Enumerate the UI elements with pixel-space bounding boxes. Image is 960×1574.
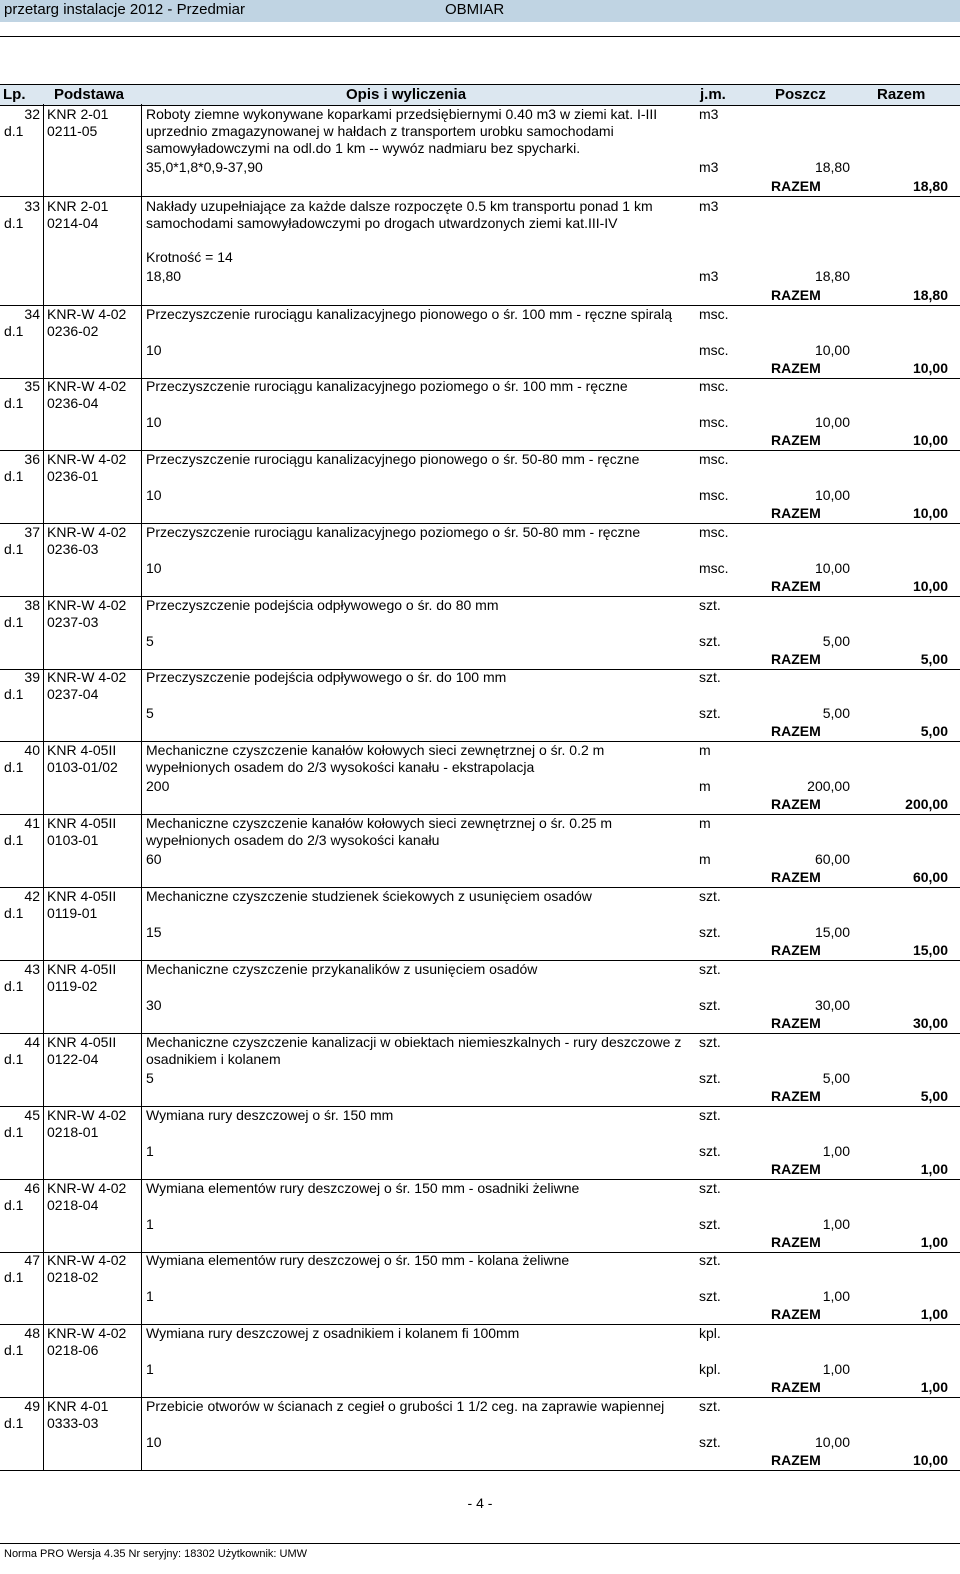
row-code2: 0236-03: [47, 541, 99, 557]
row-lp: 37: [24, 524, 40, 540]
row-code2: 0103-01/02: [47, 759, 118, 775]
row-poszcz: 5,00: [822, 1070, 850, 1086]
row-calc-unit: msc.: [699, 487, 729, 503]
row-calc: 30: [146, 997, 162, 1013]
row-unit: szt.: [699, 888, 721, 904]
row-code2: 0119-01: [47, 905, 98, 921]
row-calc: 5: [146, 633, 154, 649]
row-code2: 0214-04: [47, 215, 99, 231]
row-lp: 44: [24, 1034, 40, 1050]
row-poszcz: 5,00: [822, 633, 850, 649]
row-sub: d.1: [4, 1342, 24, 1358]
row-unit: m: [699, 742, 711, 758]
row-description: Przebicie otworów w ścianach z cegieł o grubości 1 1/2 ceg. na zaprawie wapiennej: [146, 1398, 665, 1414]
row-razem-value: 5,00: [920, 1088, 948, 1104]
row-poszcz: 60,00: [814, 851, 850, 867]
row-razem-label: RAZEM: [771, 1452, 821, 1468]
row-calc-unit: szt.: [699, 1434, 721, 1450]
row-lp: 33: [24, 198, 40, 214]
row-calc: 60: [146, 851, 162, 867]
row-calc-unit: szt.: [699, 1143, 721, 1159]
row-calc: 1: [146, 1216, 154, 1232]
row-description: Wymiana rury deszczowej o śr. 150 mm: [146, 1107, 394, 1123]
document-title: przetarg instalacje 2012 - Przedmiar: [4, 1, 245, 18]
row-poszcz: 10,00: [814, 1434, 850, 1450]
row-poszcz: 15,00: [814, 924, 850, 940]
row-unit: szt.: [699, 1252, 721, 1268]
row-code2: 0236-02: [47, 323, 99, 339]
row-description: Mechaniczne czyszczenie studzienek ściekowych z usunięciem osadów: [146, 888, 592, 904]
row-sub: d.1: [4, 686, 24, 702]
row-sub: d.1: [4, 614, 24, 630]
row-calc-unit: szt.: [699, 1216, 721, 1232]
row-razem-label: RAZEM: [771, 432, 821, 448]
row-poszcz: 18,80: [814, 268, 850, 284]
row-calc: 1: [146, 1143, 154, 1159]
row-lp: 36: [24, 451, 40, 467]
row-unit: kpl.: [699, 1325, 721, 1341]
row-code1: KNR-W 4-02: [47, 669, 127, 685]
footer-info: Norma PRO Wersja 4.35 Nr seryjny: 18302 Użytkownik: UMW: [4, 1548, 307, 1560]
row-razem-label: RAZEM: [771, 1306, 821, 1322]
row-unit: szt.: [699, 1180, 721, 1196]
row-lp: 47: [24, 1252, 40, 1268]
row-razem-value: 10,00: [912, 578, 948, 594]
row-razem-label: RAZEM: [771, 1234, 821, 1250]
row-poszcz: 200,00: [807, 778, 850, 794]
row-unit: m3: [699, 198, 719, 214]
row-calc-unit: msc.: [699, 560, 729, 576]
row-lp: 38: [24, 597, 40, 613]
row-calc-unit: msc.: [699, 414, 729, 430]
row-unit: szt.: [699, 1107, 721, 1123]
row-razem-value: 5,00: [920, 723, 948, 739]
row-calc-unit: m3: [699, 159, 719, 175]
row-poszcz: 18,80: [814, 159, 850, 175]
row-poszcz: 1,00: [822, 1361, 850, 1377]
row-sub: d.1: [4, 215, 24, 231]
row-unit: szt.: [699, 961, 721, 977]
row-poszcz: 10,00: [814, 487, 850, 503]
row-code1: KNR-W 4-02: [47, 378, 127, 394]
row-sub: d.1: [4, 468, 24, 484]
row-sub: d.1: [4, 123, 24, 139]
row-code1: KNR-W 4-02: [47, 451, 127, 467]
row-calc-unit: szt.: [699, 1070, 721, 1086]
row-sub: d.1: [4, 832, 24, 848]
row-razem-value: 10,00: [912, 360, 948, 376]
row-description: Nakłady uzupełniające za każde dalsze rozpoczęte 0.5 km transportu ponad 1 km samochodami samowyładowczymi po drogach utwardzonych ziemi kat.III-IV: [146, 198, 653, 231]
row-poszcz: 1,00: [822, 1216, 850, 1232]
row-description: Mechaniczne czyszczenie kanałów kołowych sieci zewnętrznej o śr. 0.2 m wypełnionych osadem do 2/3 wysokości kanału - ekstrapolacja: [146, 742, 605, 775]
row-lp: 39: [24, 669, 40, 685]
row-lp: 46: [24, 1180, 40, 1196]
row-description: Wymiana rury deszczowej z osadnikiem i kolanem fi 100mm: [146, 1325, 520, 1341]
row-poszcz: 10,00: [814, 560, 850, 576]
row-code1: KNR 4-05II: [47, 742, 117, 758]
row-code1: KNR-W 4-02: [47, 1252, 127, 1268]
col-lp: Lp.: [3, 86, 26, 103]
row-code2: 0122-04: [47, 1051, 99, 1067]
row-razem-value: 10,00: [912, 432, 948, 448]
row-calc: 1: [146, 1288, 154, 1304]
row-razem-value: 5,00: [920, 651, 948, 667]
row-poszcz: 10,00: [814, 342, 850, 358]
row-code1: KNR 2-01: [47, 106, 109, 122]
row-lp: 49: [24, 1398, 40, 1414]
section-title: OBMIAR: [445, 1, 505, 18]
row-code2: 0119-02: [47, 978, 98, 994]
row-calc-unit: szt.: [699, 924, 721, 940]
row-code1: KNR 4-05II: [47, 961, 117, 977]
row-separator: [0, 196, 960, 197]
row-unit: msc.: [699, 451, 729, 467]
row-code2: 0103-01: [47, 832, 99, 848]
row-poszcz: 30,00: [814, 997, 850, 1013]
row-lp: 34: [24, 306, 40, 322]
row-razem-label: RAZEM: [771, 723, 821, 739]
row-lp: 43: [24, 961, 40, 977]
row-razem-value: 1,00: [920, 1161, 948, 1177]
row-lp: 41: [24, 815, 40, 831]
row-calc: 1: [146, 1361, 154, 1377]
row-description: Mechaniczne czyszczenie kanalizacji w obiektach niemieszkalnych - rury deszczowe z osadnikiem i kolanem: [146, 1034, 682, 1067]
row-calc-unit: szt.: [699, 1288, 721, 1304]
row-razem-label: RAZEM: [771, 942, 821, 958]
row-razem-value: 15,00: [912, 942, 948, 958]
row-razem-value: 200,00: [905, 796, 948, 812]
row-description: Mechaniczne czyszczenie przykanalików z usunięciem osadów: [146, 961, 538, 977]
row-unit: szt.: [699, 1034, 721, 1050]
row-code2: 0237-04: [47, 686, 99, 702]
row-razem-value: 60,00: [912, 869, 948, 885]
row-sub: d.1: [4, 1051, 24, 1067]
row-razem-value: 10,00: [912, 505, 948, 521]
row-unit: msc.: [699, 524, 729, 540]
row-code1: KNR 4-05II: [47, 1034, 117, 1050]
row-code2: 0236-04: [47, 395, 99, 411]
row-lp: 45: [24, 1107, 40, 1123]
row-calc: 18,80: [146, 268, 182, 284]
row-code2: 0333-03: [47, 1415, 99, 1431]
row-code2: 0218-01: [47, 1124, 99, 1140]
row-razem-value: 18,80: [912, 287, 948, 303]
row-description: Przeczyszczenie rurociągu kanalizacyjnego poziomego o śr. 100 mm - ręczne: [146, 378, 628, 394]
col-jm: j.m.: [700, 86, 726, 103]
table-header: [0, 84, 960, 106]
row-sub: d.1: [4, 1415, 24, 1431]
page-header-bar: [0, 0, 960, 22]
row-code2: 0218-02: [47, 1269, 99, 1285]
row-calc: 15: [146, 924, 162, 940]
row-sub: d.1: [4, 1197, 24, 1213]
row-code1: KNR 4-05II: [47, 815, 117, 831]
row-description: Przeczyszczenie rurociągu kanalizacyjnego pionowego o śr. 50-80 mm - ręczne: [146, 451, 640, 467]
row-razem-label: RAZEM: [771, 360, 821, 376]
row-sub: d.1: [4, 1269, 24, 1285]
row-razem-value: 10,00: [912, 1452, 948, 1468]
row-code2: 0236-01: [47, 468, 99, 484]
row-razem-value: 1,00: [920, 1379, 948, 1395]
row-poszcz: 5,00: [822, 705, 850, 721]
row-sub: d.1: [4, 905, 24, 921]
row-code1: KNR-W 4-02: [47, 1325, 127, 1341]
page-number: - 4 -: [467, 1495, 493, 1511]
row-calc-unit: m: [699, 851, 711, 867]
row-calc-unit: m: [699, 778, 711, 794]
row-calc-unit: szt.: [699, 705, 721, 721]
row-code2: 0218-06: [47, 1342, 99, 1358]
row-extra: Krotność = 14: [146, 249, 233, 265]
row-calc-unit: szt.: [699, 997, 721, 1013]
row-code2: 0211-05: [47, 123, 98, 139]
row-code2: 0218-04: [47, 1197, 99, 1213]
col-opis: Opis i wyliczenia: [346, 86, 467, 103]
row-calc: 35,0*1,8*0,9-37,90: [146, 159, 263, 175]
row-lp: 40: [24, 742, 40, 758]
row-description: Przeczyszczenie podejścia odpływowego o śr. do 80 mm: [146, 597, 499, 613]
row-unit: szt.: [699, 1398, 721, 1414]
header-divider: [0, 36, 960, 37]
row-razem-label: RAZEM: [771, 287, 821, 303]
row-sub: d.1: [4, 978, 24, 994]
row-code1: KNR 4-01: [47, 1398, 109, 1414]
footer-divider: [0, 1543, 960, 1544]
row-lp: 35: [24, 378, 40, 394]
row-calc: 10: [146, 1434, 162, 1450]
row-calc: 5: [146, 1070, 154, 1086]
row-razem-label: RAZEM: [771, 578, 821, 594]
col-razem: Razem: [877, 86, 926, 103]
row-razem-value: 1,00: [920, 1234, 948, 1250]
row-razem-label: RAZEM: [771, 1088, 821, 1104]
row-sub: d.1: [4, 541, 24, 557]
row-unit: szt.: [699, 597, 721, 613]
row-calc-unit: szt.: [699, 633, 721, 649]
row-sub: d.1: [4, 759, 24, 775]
row-lp: 48: [24, 1325, 40, 1341]
row-code1: KNR-W 4-02: [47, 1180, 127, 1196]
row-sub: d.1: [4, 323, 24, 339]
row-razem-label: RAZEM: [771, 1161, 821, 1177]
col-divider-lp: [43, 104, 44, 1470]
row-unit: m: [699, 815, 711, 831]
row-calc: 10: [146, 414, 162, 430]
row-calc-unit: m3: [699, 268, 719, 284]
row-lp: 42: [24, 888, 40, 904]
row-description: Przeczyszczenie podejścia odpływowego o śr. do 100 mm: [146, 669, 507, 685]
row-unit: szt.: [699, 669, 721, 685]
row-razem-label: RAZEM: [771, 1379, 821, 1395]
row-description: Mechaniczne czyszczenie kanałów kołowych sieci zewnętrznej o śr. 0.25 m wypełnionych osadem do 2/3 wysokości kanału: [146, 815, 613, 848]
col-podstawa: Podstawa: [54, 86, 125, 103]
row-razem-label: RAZEM: [771, 869, 821, 885]
row-poszcz: 1,00: [822, 1288, 850, 1304]
row-description: Przeczyszczenie rurociągu kanalizacyjnego poziomego o śr. 50-80 mm - ręczne: [146, 524, 641, 540]
row-unit: msc.: [699, 306, 729, 322]
row-razem-label: RAZEM: [771, 1015, 821, 1031]
row-code1: KNR-W 4-02: [47, 1107, 127, 1123]
row-code1: KNR 2-01: [47, 198, 109, 214]
row-lp: 32: [24, 106, 40, 122]
row-calc-unit: kpl.: [699, 1361, 721, 1377]
row-poszcz: 10,00: [814, 414, 850, 430]
row-sub: d.1: [4, 1124, 24, 1140]
row-calc: 10: [146, 342, 162, 358]
row-description: Wymiana elementów rury deszczowej o śr. 150 mm - kolana żeliwne: [146, 1252, 570, 1268]
row-unit: msc.: [699, 378, 729, 394]
row-sub: d.1: [4, 395, 24, 411]
row-code1: KNR 4-05II: [47, 888, 117, 904]
row-code2: 0237-03: [47, 614, 99, 630]
row-description: Przeczyszczenie rurociągu kanalizacyjnego pionowego o śr. 100 mm - ręczne spiralą: [146, 306, 673, 322]
row-calc: 10: [146, 560, 162, 576]
row-code1: KNR-W 4-02: [47, 524, 127, 540]
row-separator: [0, 1470, 960, 1471]
row-razem-value: 30,00: [912, 1015, 948, 1031]
col-divider-podstawa: [141, 104, 142, 1470]
row-description: Roboty ziemne wykonywane koparkami przedsiębiernymi 0.40 m3 w ziemi kat. I-III uprzednio zmagazynowanej w hałdach z transportem urobku samochodami samowyładowczymi na odl.do 1 km -- wywóz nadmiaru bez spycharki.: [146, 106, 658, 156]
row-calc: 5: [146, 705, 154, 721]
row-razem-value: 1,00: [920, 1306, 948, 1322]
col-poszcz: Poszcz: [775, 86, 826, 103]
row-calc: 200: [146, 778, 170, 794]
row-calc-unit: msc.: [699, 342, 729, 358]
row-razem-value: 18,80: [912, 178, 948, 194]
row-razem-label: RAZEM: [771, 178, 821, 194]
row-unit: m3: [699, 106, 719, 122]
row-razem-label: RAZEM: [771, 651, 821, 667]
row-code1: KNR-W 4-02: [47, 306, 127, 322]
row-poszcz: 1,00: [822, 1143, 850, 1159]
row-razem-label: RAZEM: [771, 796, 821, 812]
row-code1: KNR-W 4-02: [47, 597, 127, 613]
row-razem-label: RAZEM: [771, 505, 821, 521]
row-calc: 10: [146, 487, 162, 503]
row-description: Wymiana elementów rury deszczowej o śr. 150 mm - osadniki żeliwne: [146, 1180, 580, 1196]
